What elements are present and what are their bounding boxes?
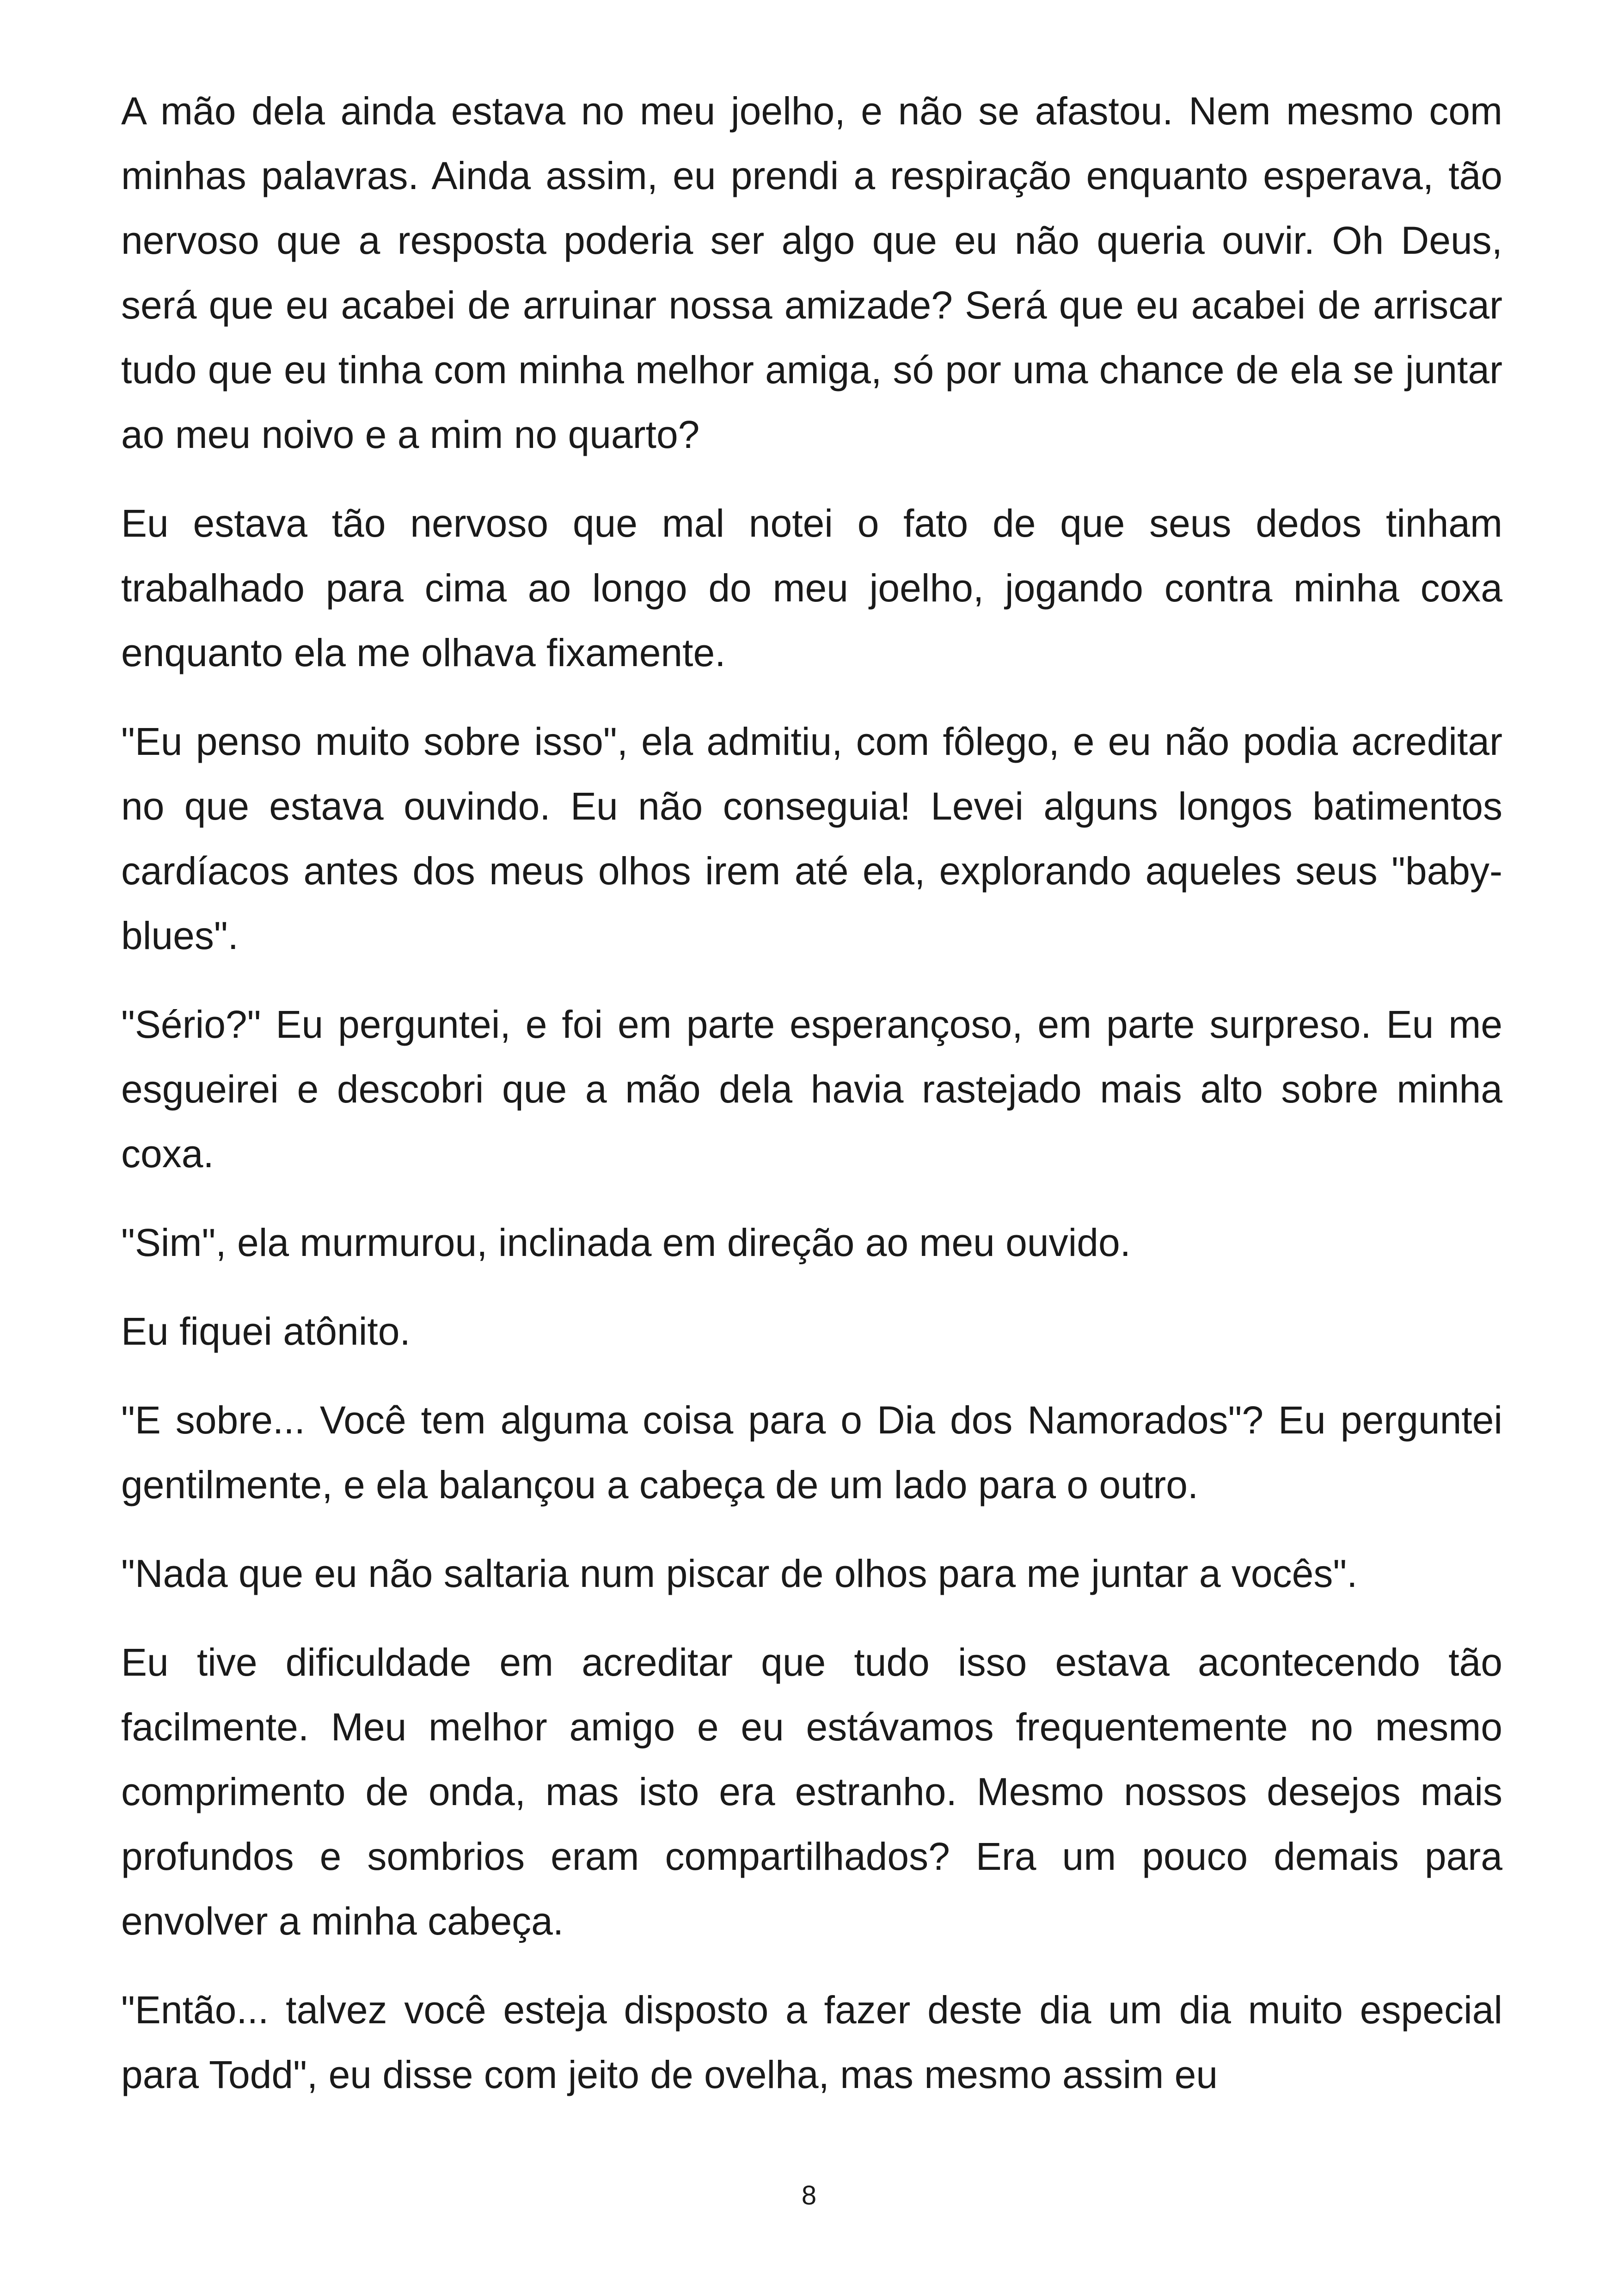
paragraph: Eu estava tão nervoso que mal notei o fato de que seus dedos tinham trabalhado para cima ao longo do meu joelho, jogando contra minha coxa enquanto ela me olhava fixamente.: [121, 502, 1502, 674]
paragraph: "Então... talvez você esteja disposto a fazer deste dia um dia muito especial para Todd", eu disse com jeito de ovelha, mas mesmo assim eu: [121, 1988, 1502, 2096]
body-text: [121, 79, 1502, 2131]
paragraph: Eu fiquei atônito.: [121, 1310, 411, 1353]
paragraph: "Sério?" Eu perguntei, e foi em parte esperançoso, em parte surpreso. Eu me esgueirei e descobri que a mão dela havia rastejado mais alto sobre minha coxa.: [121, 1003, 1502, 1176]
paragraph: "Nada que eu não saltaria num piscar de olhos para me juntar a vocês".: [121, 1552, 1358, 1595]
paragraph: "Eu penso muito sobre isso", ela admitiu, com fôlego, e eu não podia acreditar no que estava ouvindo. Eu não conseguia! Levei alguns longos batimentos cardíacos antes dos meus olhos irem até ela, explorando aqueles seus "baby-blues".: [121, 720, 1502, 957]
page-number: 8: [801, 2180, 817, 2210]
paragraph: "E sobre... Você tem alguma coisa para o Dia dos Namorados"? Eu perguntei gentilmente, e ela balançou a cabeça de um lado para o outro.: [121, 1398, 1502, 1506]
paragraph: Eu tive dificuldade em acreditar que tudo isso estava acontecendo tão facilmente. Meu melhor amigo e eu estávamos frequentemente no mesmo comprimento de onda, mas isto era estranho. Mesmo nossos desejos mais profundos e sombrios eram compartilhados? Era um pouco demais para envolver a minha cabeça.: [121, 1641, 1502, 1943]
paragraph: A mão dela ainda estava no meu joelho, e não se afastou. Nem mesmo com minhas palavras. Ainda assim, eu prendi a respiração enquanto esperava, tão nervoso que a resposta poderia ser algo que eu não queria ouvir. Oh Deus, será que eu acabei de arruinar nossa amizade? Será que eu acabei de arriscar tudo que eu tinha com minha melhor amiga, só por uma chance de ela se juntar ao meu noivo e a mim no quarto?: [121, 89, 1502, 456]
paragraph: "Sim", ela murmurou, inclinada em direção ao meu ouvido.: [121, 1221, 1131, 1264]
